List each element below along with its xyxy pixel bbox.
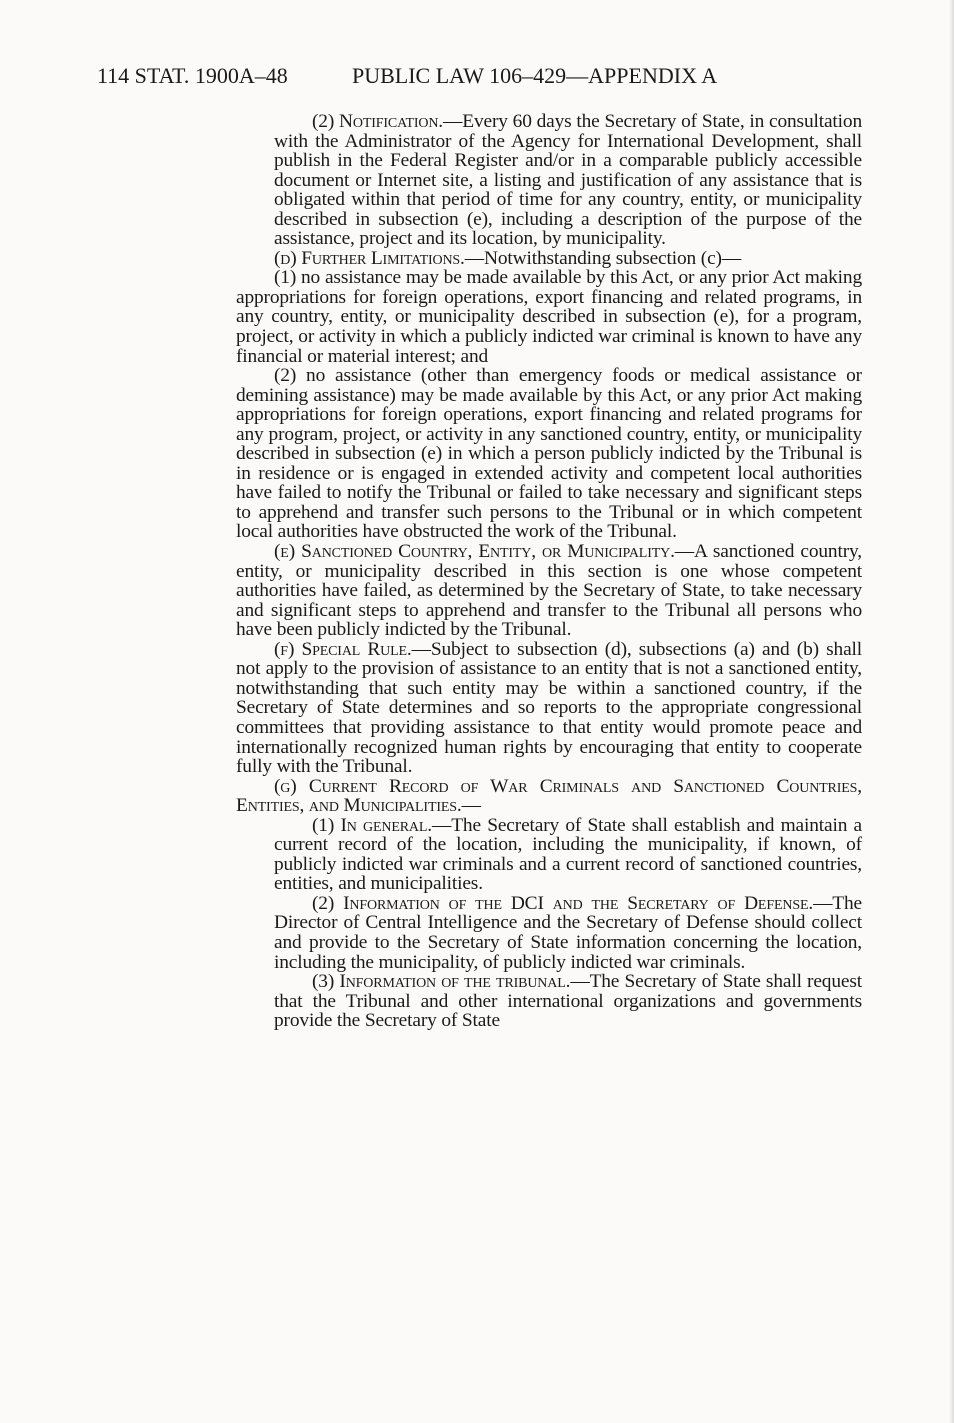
heading-special-rule: (f) Special Rule.	[274, 638, 412, 660]
heading-dci: (2) Information of the DCI and the Secretary of Defense.	[312, 892, 814, 914]
heading-in-general: (1) In general.	[312, 814, 432, 836]
subsection-e-sanctioned: (e) Sanctioned Country, Entity, or Municipality.—A sanctioned country, entity, or municipality described in this section is one whose competent authorities have failed, as determined by the Secretary of State, to take necessary and significant steps to apprehend and transfer to the Tribunal all persons who have been publicly indicted by the Tribunal.	[236, 541, 863, 641]
heading-current-record: (g) Current Record of War Criminals and Sanctioned Countries, Entities, and Municipalities.	[236, 775, 862, 817]
subsection-d-further-limitations: (d) Further Limitations.—Notwithstanding subsection (c)—	[274, 247, 742, 269]
running-header	[97, 62, 797, 90]
paragraph-d1: (1) no assistance may be made available by this Act, or any prior Act making appropriations for foreign operations, export financing and related programs, in any country, entity, or municipality described in subsection (e), for a program, project, or activity in which a publicly indicted war criminal is known to have any financial or material interest; and	[236, 267, 862, 367]
statute-text	[236, 112, 862, 1031]
heading-sanctioned: (e) Sanctioned Country, Entity, or Municipality.	[274, 541, 675, 563]
law-title: PUBLIC LAW 106–429—APPENDIX A	[352, 63, 718, 88]
paragraph-notification: (2) Notification.—Every 60 days the Secretary of State, in consultation with the Administrator of the Agency for International Development, shall publish in the Federal Register and/or in a comparable publicly accessible document or Internet site, a listing and justification of any assistance that is obligated within that period of time for any country, entity, or municipality described in subsection (e), including a description of the purpose of the assistance, project and its location, by municipality.	[274, 111, 862, 250]
paragraph-g2: (2) Information of the DCI and the Secretary of Defense.—The Director of Central Intelligence and the Secretary of Defense should collect and provide to the Secretary of State information concerning the location, including the municipality, of publicly indicted war criminals.	[274, 892, 862, 973]
heading-tribunal-info: (3) Information of the tribunal.	[312, 971, 571, 993]
heading-notification: (2) Notification.	[312, 111, 444, 132]
heading-further-limitations: (d) Further Limitations.	[274, 247, 465, 269]
page-edge-shadow	[949, 0, 954, 1423]
subsection-f-special-rule: (f) Special Rule.—Subject to subsection (d), subsections (a) and (b) shall not apply to the provision of assistance to an entity that is not a sanctioned entity, notwithstanding that such entity may be within a sanctioned country, if the Secretary of State determines and so reports to the appropriate congressional committees that providing assistance to that entity would promote peace and internationally recognized human rights by encouraging that entity to cooperate fully with the Tribunal.	[236, 638, 862, 778]
paragraph-d2: (2) no assistance (other than emergency foods or medical assistance or demining assistance) may be made available by this Act, or any prior Act making appropriations for foreign operations, export financing and related programs for any program, project, or activity in any sanctioned country, entity, or municipality described in subsection (e) in which a person publicly indicted by the Tribunal is in residence or is engaged in extended activity and competent local authorities have failed to notify the Tribunal or failed to take necessary and significant steps to apprehend and transfer such persons to the Tribunal or in which competent local authorities have obstructed the work of the Tribunal.	[236, 365, 862, 543]
paragraph-g1: (1) In general.—The Secretary of State shall establish and maintain a current record of the location, including the municipality, if known, of publicly indicted war criminals and a current record of sanctioned countries, entities, and municipalities.	[274, 814, 862, 895]
subsection-g-current-record: (g) Current Record of War Criminals and Sanctioned Countries, Entities, and Municipalities.—	[236, 775, 862, 817]
paragraph-g3: (3) Information of the tribunal.—The Secretary of State shall request that the Tribunal and other international organizations and governments provide the Secretary of State	[274, 971, 862, 1032]
stat-citation: 114 STAT. 1900A–48	[97, 63, 288, 88]
